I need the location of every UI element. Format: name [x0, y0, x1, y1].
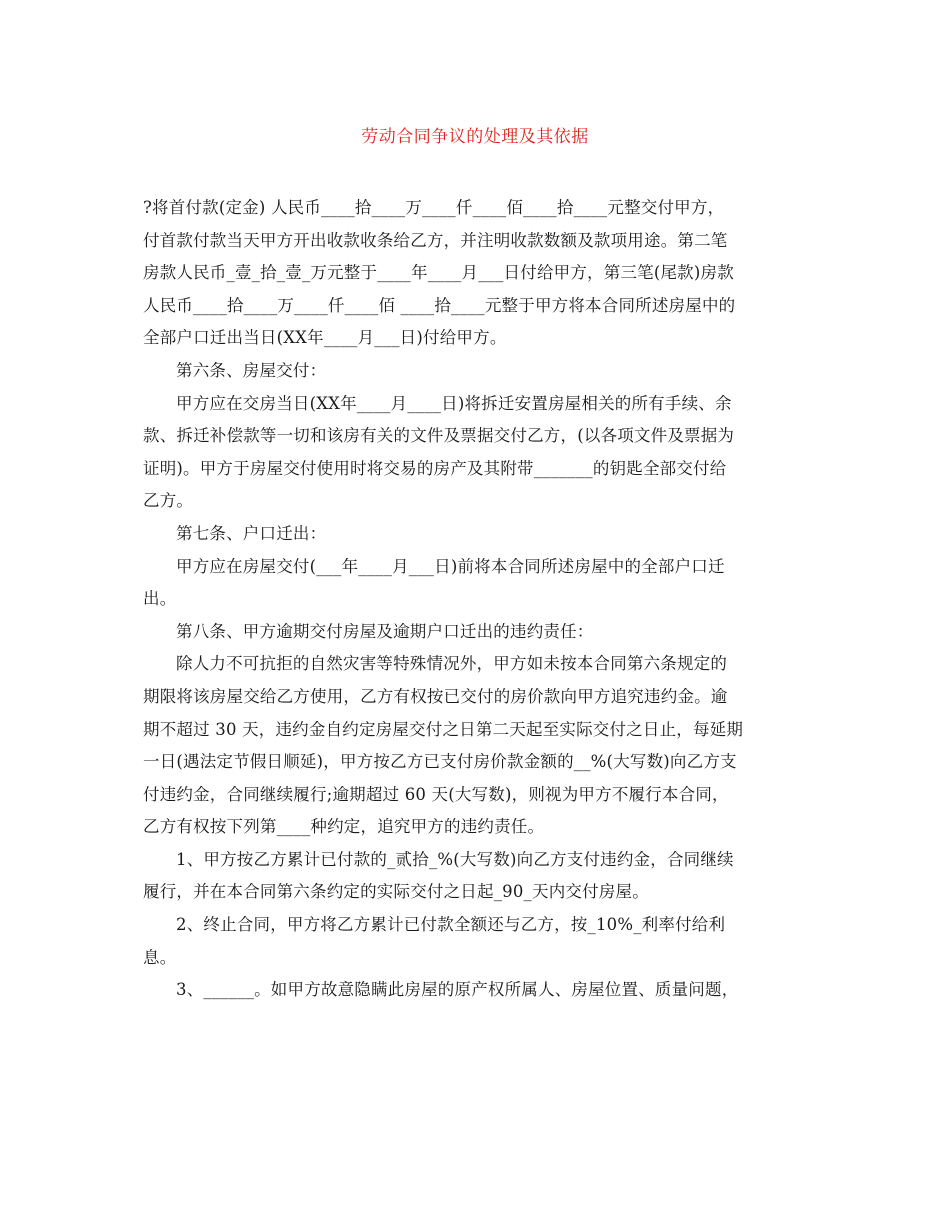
- text-line: 乙方。: [143, 491, 194, 511]
- paragraph: [143, 648, 808, 844]
- text-line: 2、终止合同，甲方将乙方累计已付款全额还与乙方，按_10%_利率付给利: [176, 915, 726, 935]
- text-line: 房款人民币_壹_拾_壹_万元整于____年____月___日付给甲方，第三笔(尾款)房款: [143, 263, 734, 283]
- text-line: 付首款付款当天甲方开出收款收条给乙方，并注明收款数额及款项用途。第二笔: [143, 230, 728, 250]
- document-body: [143, 192, 808, 1007]
- text-line: 付违约金，合同继续履行;逾期超过 60 天(大写数)，则视为甲方不履行本合同，: [143, 784, 729, 804]
- text-line: 人民币____拾____万____仟____佰 ____拾____元整于甲方将本合同所述房屋中的: [143, 295, 736, 315]
- text-line: 第六条、房屋交付：: [176, 360, 327, 380]
- text-line: 履行，并在本合同第六条约定的实际交付之日起_90_天内交付房屋。: [143, 882, 649, 902]
- paragraph: [143, 844, 808, 909]
- text-line: 除人力不可抗拒的自然灾害等特殊情况外，甲方如未按本合同第六条规定的: [176, 654, 728, 674]
- text-line: 乙方有权按下列第____种约定，追究甲方的违约责任。: [143, 817, 545, 837]
- text-line: 第八条、甲方逾期交付房屋及逾期户口迁出的违约责任：: [176, 621, 594, 641]
- paragraph: [143, 518, 808, 551]
- text-line: 息。: [143, 947, 177, 967]
- text-line: 出。: [143, 589, 177, 609]
- document-title: 劳动合同争议的处理及其依据: [361, 127, 589, 147]
- paragraph: [143, 355, 808, 388]
- text-line: 全部户口迁出当日(XX年____月___日)付给甲方。: [143, 328, 507, 348]
- text-line: 第七条、户口迁出：: [176, 523, 327, 543]
- text-line: 甲方应在房屋交付(___年____月___日)前将本合同所述房屋中的全部户口迁: [176, 556, 725, 576]
- text-line: 甲方应在交房当日(XX年____月____日)将拆迁安置房屋相关的所有手续、余: [176, 393, 732, 413]
- text-line: 期不超过 30 天，违约金自约定房屋交付之日第二天起至实际交付之日止，每延期: [143, 719, 744, 739]
- paragraph: [143, 192, 808, 355]
- paragraph: [143, 909, 808, 974]
- text-line: 3、______。如甲方故意隐瞒此房屋的原产权所属人、房屋位置、质量问题，: [176, 980, 739, 1000]
- text-line: 期限将该房屋交给乙方使用，乙方有权按已交付的房价款向甲方追究违约金。逾: [143, 686, 728, 706]
- text-line: 1、甲方按乙方累计已付款的_贰拾_%(大写数)向乙方支付违约金，合同继续: [176, 849, 734, 869]
- text-line: 证明)。甲方于房屋交付使用时将交易的房产及其附带_______的钥匙全部交付给: [143, 458, 727, 478]
- text-line: 款、拆迁补偿款等一切和该房有关的文件及票据交付乙方，(以各项文件及票据为: [143, 426, 735, 446]
- text-line: ?将首付款(定金) 人民币____拾____万____仟____佰____拾____元整交付甲方，: [143, 198, 725, 217]
- paragraph: [143, 551, 808, 616]
- text-line: 一日(遇法定节假日顺延)，甲方按乙方已支付房价款金额的__%(大写数)向乙方支: [143, 752, 737, 772]
- paragraph: [143, 616, 808, 649]
- paragraph: [143, 974, 808, 1007]
- paragraph: [143, 388, 808, 518]
